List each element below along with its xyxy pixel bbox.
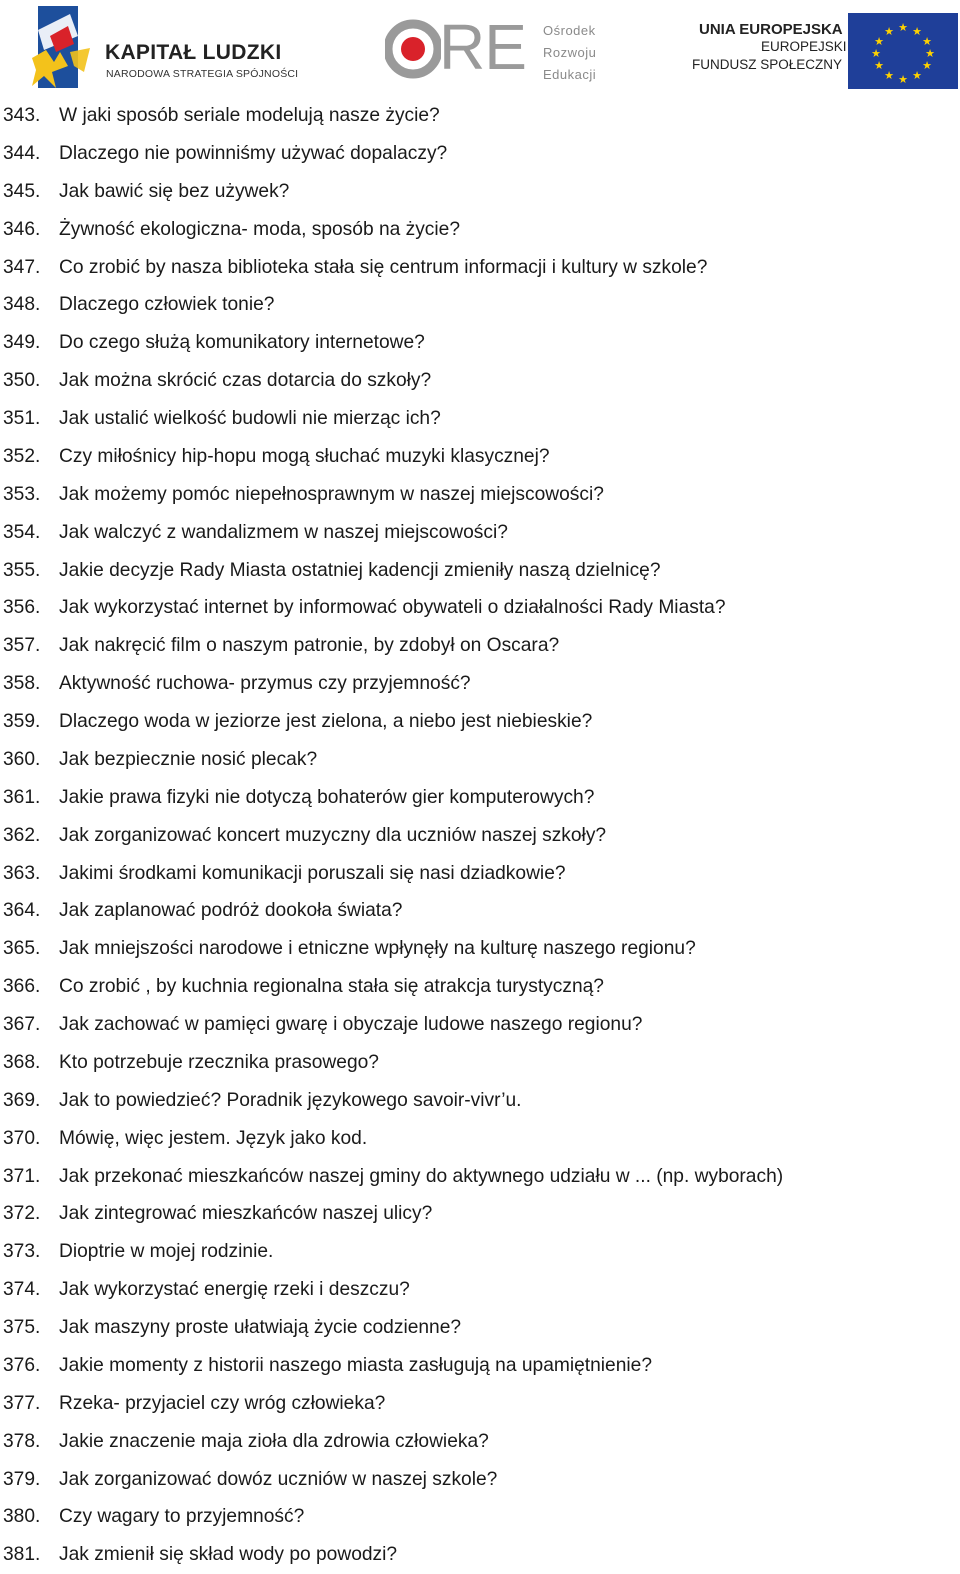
item-text: Jakie decyzje Rady Miasta ostatniej kadencji zmieniły naszą dzielnicę? (59, 559, 661, 581)
list-item (0, 135, 960, 173)
list-item (0, 1195, 960, 1233)
item-text: Jak ustalić wielkość budowli nie mierząc ich? (59, 408, 441, 429)
item-number: 365. (3, 938, 41, 960)
item-number: 347. (3, 256, 41, 278)
ore-name-line2: Rozwoju (543, 45, 597, 60)
item-text: Jak bawić się bez używek? (59, 180, 290, 202)
eu-line1: UNIA EUROPEJSKA (699, 21, 843, 38)
list-item (0, 779, 960, 817)
item-number: 381. (3, 1544, 41, 1566)
item-number: 356. (3, 597, 41, 619)
list-item (0, 665, 960, 703)
item-number: 370. (3, 1127, 41, 1149)
item-text: Jak zachować w pamięci gwarę i obyczaje ludowe naszego regionu? (59, 1014, 643, 1035)
kapital-ludzki-title: KAPITAŁ LUDZKI (105, 41, 282, 64)
item-text: Jakie znaczenie maja zioła dla zdrowia człowieka? (59, 1430, 489, 1452)
item-number: 345. (3, 180, 41, 202)
ore-name-line1: Ośrodek (543, 23, 596, 38)
item-number: 355. (3, 559, 41, 581)
list-item (0, 855, 960, 893)
item-number: 366. (3, 976, 41, 998)
item-text: Czy miłośnicy hip-hopu mogą słuchać muzyki klasycznej? (59, 445, 550, 467)
list-item (0, 211, 960, 249)
item-text: Aktywność ruchowa- przymus czy przyjemność? (59, 673, 471, 695)
svg-text:★: ★ (912, 69, 922, 82)
ore-circle-icon (385, 14, 441, 84)
list-item (0, 1536, 960, 1574)
item-number: 380. (3, 1506, 41, 1528)
svg-text:★: ★ (874, 35, 884, 48)
list-item (0, 930, 960, 968)
item-text: Kto potrzebuje rzecznika prasowego? (59, 1051, 379, 1073)
item-number: 346. (3, 218, 41, 240)
list-item (0, 249, 960, 287)
list-item (0, 1006, 960, 1044)
svg-text:★: ★ (871, 47, 881, 60)
list-item (0, 1271, 960, 1309)
item-number: 369. (3, 1089, 41, 1111)
list-item (0, 627, 960, 665)
item-text: Jak zorganizować dowóz uczniów w naszej szkole? (59, 1468, 498, 1490)
item-text: Co zrobić , by kuchnia regionalna stała się atrakcja turystyczną? (59, 976, 604, 998)
list-item (0, 1423, 960, 1461)
list-item (0, 476, 960, 514)
ore-logo (385, 11, 625, 84)
svg-text:★: ★ (884, 69, 894, 82)
kapital-ludzki-logo (30, 6, 320, 94)
list-item (0, 400, 960, 438)
list-item (0, 1158, 960, 1196)
svg-text:★: ★ (925, 47, 935, 60)
item-number: 375. (3, 1317, 41, 1338)
list-item (0, 968, 960, 1006)
item-text: Mówię, więc jestem. Język jako kod. (59, 1127, 368, 1149)
item-number: 364. (3, 900, 41, 922)
list-item (0, 589, 960, 627)
item-text: Jak walczyć z wandalizmem w naszej miejscowości? (59, 521, 508, 543)
svg-text:★: ★ (874, 59, 884, 72)
item-number: 348. (3, 294, 41, 316)
ore-name-line3: Edukacji (543, 67, 597, 82)
item-text: Czy wagary to przyjemność? (59, 1506, 305, 1528)
ore-name (543, 20, 596, 86)
page-header (0, 0, 960, 95)
list-item (0, 703, 960, 741)
item-number: 374. (3, 1279, 41, 1301)
item-text: Jak zorganizować koncert muzyczny dla uczniów naszej szkoły? (59, 824, 607, 846)
list-item (0, 741, 960, 779)
item-number: 376. (3, 1354, 41, 1376)
item-text: Rzeka- przyjaciel czy wróg człowieka? (59, 1392, 386, 1414)
list-item (0, 1347, 960, 1385)
kapital-ludzki-emblem-icon (30, 6, 100, 94)
item-text: Dioptrie w mojej rodzinie. (59, 1241, 274, 1263)
item-text: Jak bezpiecznie nosić plecak? (59, 748, 318, 770)
item-text: Jak przekonać mieszkańców naszej gminy do aktywnego udziału w ... (np. wyborach) (59, 1165, 784, 1187)
item-text: Dlaczego woda w jeziorze jest zielona, a niebo jest niebieskie? (59, 711, 593, 732)
eu-flag-icon (848, 13, 958, 89)
item-number: 368. (3, 1051, 41, 1073)
list-item (0, 1309, 960, 1347)
item-text: Dlaczego nie powinniśmy używać dopalaczy? (59, 142, 448, 164)
item-number: 367. (3, 1014, 41, 1035)
svg-text:★: ★ (884, 25, 894, 38)
item-text: Jak mniejszości narodowe i etniczne wpłynęły na kulturę naszego regionu? (59, 938, 696, 960)
list-item (0, 552, 960, 590)
item-number: 362. (3, 824, 41, 846)
list-item (0, 1498, 960, 1536)
item-text: Żywność ekologiczna- moda, sposób na życie? (59, 218, 461, 240)
item-text: Jak możemy pomóc niepełnosprawnym w naszej miejscowości? (59, 483, 604, 505)
list-item (0, 817, 960, 855)
item-text: Jak można skrócić czas dotarcia do szkoły? (59, 370, 432, 392)
list-item (0, 892, 960, 930)
kapital-ludzki-subtitle: NARODOWA STRATEGIA SPÓJNOŚCI (106, 68, 299, 80)
item-text: Jak to powiedzieć? Poradnik językowego savoir-vivr’u. (59, 1089, 522, 1111)
item-number: 357. (3, 635, 41, 657)
eu-logo (685, 10, 960, 95)
item-number: 350. (3, 370, 41, 392)
list-item (0, 97, 960, 135)
item-text: Jak nakręcić film o naszym patronie, by zdobył on Oscara? (59, 635, 560, 657)
item-number: 343. (3, 105, 41, 126)
list-item (0, 286, 960, 324)
item-text: Jak zmienił się skład wody po powodzi? (59, 1544, 398, 1566)
svg-text:★: ★ (912, 25, 922, 38)
item-number: 344. (3, 142, 41, 164)
item-number: 378. (3, 1430, 41, 1452)
list-item (0, 1233, 960, 1271)
item-number: 373. (3, 1241, 41, 1263)
item-text: Jak maszyny proste ułatwiają życie codzienne? (59, 1317, 462, 1338)
item-number: 351. (3, 408, 41, 429)
list-item (0, 438, 960, 476)
item-number: 353. (3, 483, 41, 505)
item-text: W jaki sposób seriale modelują nasze życie? (59, 105, 440, 126)
list-item (0, 173, 960, 211)
eu-line2: EUROPEJSKI (761, 39, 847, 54)
list-item (0, 324, 960, 362)
item-text: Co zrobić by nasza biblioteka stała się centrum informacji i kultury w szkole? (59, 256, 708, 278)
item-number: 359. (3, 711, 41, 732)
item-number: 379. (3, 1468, 41, 1490)
item-text: Jak wykorzystać internet by informować obywateli o działalności Rady Miasta? (59, 597, 726, 619)
item-number: 349. (3, 332, 41, 354)
item-number: 371. (3, 1165, 41, 1187)
item-text: Jak wykorzystać energię rzeki i deszczu? (59, 1279, 410, 1301)
item-text: Dlaczego człowiek tonie? (59, 294, 275, 316)
item-number: 354. (3, 521, 41, 543)
ore-wordmark: RE (439, 11, 526, 83)
item-text: Jak zintegrować mieszkańców naszej ulicy? (59, 1203, 433, 1225)
topic-list (0, 97, 960, 1574)
item-number: 360. (3, 748, 41, 770)
item-text: Jakie prawa fizyki nie dotyczą bohaterów gier komputerowych? (59, 786, 595, 808)
svg-text:★: ★ (922, 59, 932, 72)
list-item (0, 514, 960, 552)
list-item (0, 1461, 960, 1499)
svg-text:★: ★ (898, 21, 908, 34)
item-text: Jak zaplanować podróż dookoła świata? (59, 900, 403, 922)
svg-text:★: ★ (898, 73, 908, 86)
item-text: Jakimi środkami komunikacji poruszali się nasi dziadkowie? (59, 862, 566, 884)
eu-line3: FUNDUSZ SPOŁECZNY (692, 57, 843, 72)
list-item (0, 1385, 960, 1423)
list-item (0, 362, 960, 400)
item-number: 361. (3, 786, 41, 808)
item-text: Do czego służą komunikatory internetowe? (59, 332, 425, 354)
list-item (0, 1082, 960, 1120)
item-text: Jakie momenty z historii naszego miasta zasługują na upamiętnienie? (59, 1354, 652, 1376)
item-number: 358. (3, 673, 41, 695)
item-number: 363. (3, 862, 41, 884)
item-number: 372. (3, 1203, 41, 1225)
svg-text:★: ★ (922, 35, 932, 48)
item-number: 352. (3, 445, 41, 467)
list-item (0, 1044, 960, 1082)
item-number: 377. (3, 1392, 41, 1414)
list-item (0, 1120, 960, 1158)
